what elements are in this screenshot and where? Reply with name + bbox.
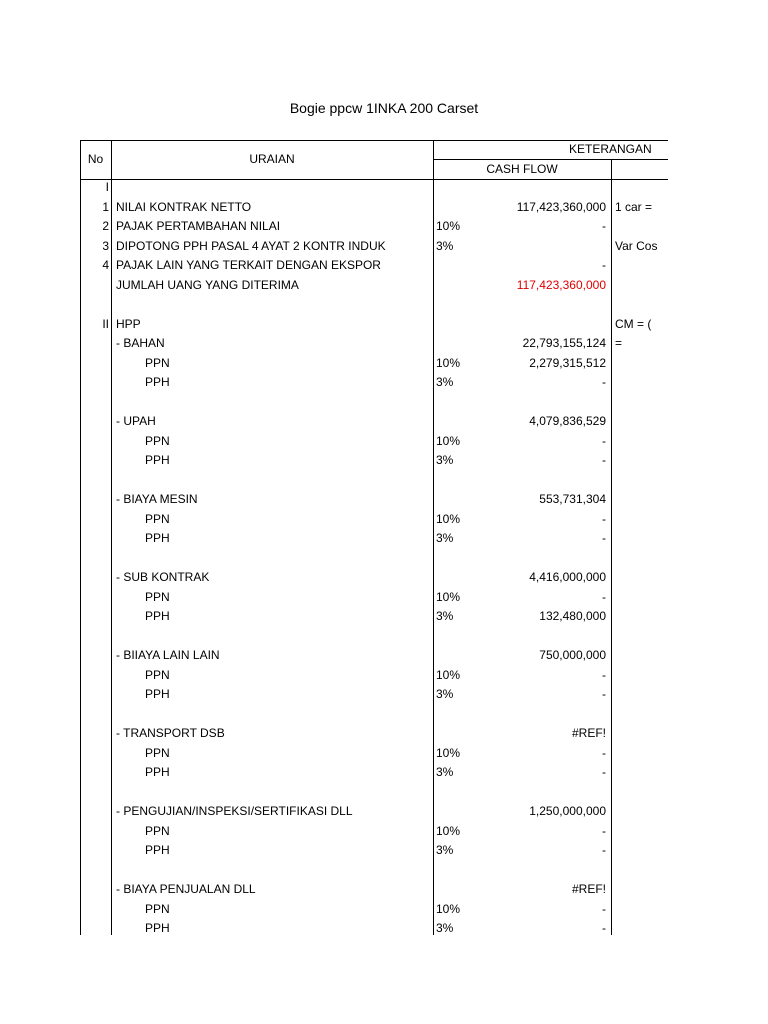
row-percentage: 3% [436,375,454,389]
row-cash-flow-amount [440,549,606,569]
row-number [84,861,109,881]
row-description: - UPAH [116,414,156,428]
row-number [84,802,109,822]
row-description: PPN [145,823,170,838]
no-column-divider [111,140,112,935]
row-number [84,295,109,315]
row-description: PPN [145,667,170,682]
row-number [84,607,109,627]
row-number [84,568,109,588]
header-uraian: URAIAN [249,152,295,166]
row-description: JUMLAH UANG YANG DITERIMA [116,277,299,292]
row-number [84,373,109,393]
row-number [84,451,109,471]
row-number [84,666,109,686]
row-description: PPN [145,589,170,604]
row-description: - BIAYA MESIN [116,492,198,506]
row-number [84,354,109,374]
row-percentage: 3% [436,453,454,467]
row-cash-flow-amount [440,705,606,725]
row-cash-flow-amount: - [602,511,606,526]
row-number: 4 [102,258,109,272]
row-number [84,646,109,666]
row-description: PPN [145,745,170,760]
row-percentage: 10% [436,901,461,916]
row-percentage: 3% [436,238,454,253]
row-cash-flow-amount: - [602,745,606,760]
row-number [84,334,109,354]
row-number [84,529,109,549]
row-number [84,276,109,296]
row-cash-flow-amount: - [602,589,606,604]
row-cash-flow-amount: - [602,901,606,916]
row-cash-flow-amount [440,178,606,198]
row-cash-flow-amount: #REF! [571,726,606,740]
row-number [84,841,109,861]
row-description: PPH [145,687,170,701]
row-number [84,432,109,452]
row-number: 3 [102,238,109,253]
row-number: I [105,180,109,194]
header-split-line [433,159,668,160]
row-cash-flow-amount: - [602,687,606,701]
row-cash-flow-amount [440,627,606,647]
row-description: PPN [145,355,170,370]
row-number [84,880,109,900]
row-number [84,510,109,530]
row-description: DIPOTONG PPH PASAL 4 AYAT 2 KONTR INDUK [116,238,386,253]
row-description: - BAHAN [116,336,165,350]
row-description: - BIAYA PENJUALAN DLL [116,882,256,896]
row-description: PPH [145,375,170,389]
row-number [84,490,109,510]
row-number [84,783,109,803]
row-description: PAJAK PERTAMBAHAN NILAI [116,219,281,233]
row-number: 1 [102,199,109,214]
row-cash-flow-amount: - [602,667,606,682]
row-number [84,393,109,413]
row-number [84,763,109,783]
row-number [84,549,109,569]
row-percentage: 3% [436,765,454,779]
row-cash-flow-amount [440,393,606,413]
row-percentage: 10% [436,667,461,682]
row-description: PPH [145,921,170,935]
row-percentage: 3% [436,843,454,857]
row-cash-flow-amount [440,237,606,257]
row-cash-flow-amount: - [602,433,606,448]
row-cash-flow-amount: 2,279,315,512 [529,355,606,370]
row-cash-flow-amount: - [602,843,606,857]
row-number [84,919,109,939]
row-number [84,705,109,725]
row-cash-flow-amount: - [602,823,606,838]
row-cash-flow-amount: - [602,531,606,545]
row-percentage: 3% [436,609,454,623]
row-number [84,685,109,705]
row-description: PPH [145,843,170,857]
row-description: - TRANSPORT DSB [116,726,225,740]
row-description: PPH [145,609,170,623]
row-description: PPN [145,901,170,916]
document-title: Bogie ppcw 1INKA 200 Carset [289,100,479,116]
row-percentage: 10% [436,745,461,760]
header-keterangan: KETERANGAN [569,142,652,156]
row-cash-flow-amount [440,471,606,491]
row-cash-flow-amount: - [602,375,606,389]
row-cash-flow-amount [440,295,606,315]
row-description: NILAI KONTRAK NETTO [116,199,252,214]
row-number [84,412,109,432]
row-cash-flow-amount: 22,793,155,124 [522,336,606,350]
row-cash-flow-amount: 1,250,000,000 [529,804,606,818]
row-cash-flow-amount: 553,731,304 [539,492,606,506]
row-description: - SUB KONTRAK [116,570,210,584]
row-description: PPH [145,765,170,779]
row-number [84,822,109,842]
row-number [84,724,109,744]
header-no: No [87,152,104,166]
row-cash-flow-amount: 4,079,836,529 [529,414,606,428]
row-cash-flow-amount: #REF! [571,882,606,896]
row-cash-flow-amount: 117,423,360,000 [516,199,606,214]
row-description: - BIIAYA LAIN LAIN [116,648,220,662]
row-cash-flow-amount: 750,000,000 [539,648,606,662]
cashflow-column-divider [611,159,612,935]
row-percentage: 10% [436,219,461,233]
row-cash-flow-amount [440,861,606,881]
row-note: Var Cos [615,238,658,253]
row-number [84,900,109,920]
row-number: 2 [102,219,109,233]
row-number [84,471,109,491]
row-cash-flow-amount [440,315,606,335]
row-description: PAJAK LAIN YANG TERKAIT DENGAN EKSPOR [116,258,381,272]
row-cash-flow-amount: - [602,765,606,779]
row-cash-flow-amount [440,783,606,803]
row-note: 1 car = [615,199,653,214]
row-percentage: 3% [436,531,454,545]
table-top-border [80,140,668,141]
row-description: PPH [145,453,170,467]
row-percentage: 10% [436,589,461,604]
row-cash-flow-amount: - [602,258,606,272]
row-cash-flow-amount: - [602,921,606,935]
row-cash-flow-amount: - [602,453,606,467]
row-description: PPN [145,511,170,526]
row-percentage: 10% [436,511,461,526]
row-cash-flow-amount: - [602,219,606,233]
row-note: CM = ( [615,316,652,331]
row-percentage: 3% [436,921,454,935]
table-left-border [80,140,81,935]
row-cash-flow-amount: 117,423,360,000 [516,277,606,292]
header-cash-flow: CASH FLOW [486,162,558,176]
row-description: PPH [145,531,170,545]
uraian-column-divider [433,140,434,935]
row-percentage: 10% [436,355,461,370]
row-cash-flow-amount: 132,480,000 [539,609,606,623]
row-cash-flow-amount: 4,416,000,000 [529,570,606,584]
row-number [84,588,109,608]
row-description: PPN [145,433,170,448]
row-percentage: 10% [436,823,461,838]
row-description: HPP [116,316,141,331]
row-number: II [102,316,109,331]
row-percentage: 10% [436,433,461,448]
row-percentage: 3% [436,687,454,701]
row-description: - PENGUJIAN/INSPEKSI/SERTIFIKASI DLL [116,804,353,818]
row-note: = [615,336,623,350]
row-number [84,627,109,647]
row-number [84,744,109,764]
